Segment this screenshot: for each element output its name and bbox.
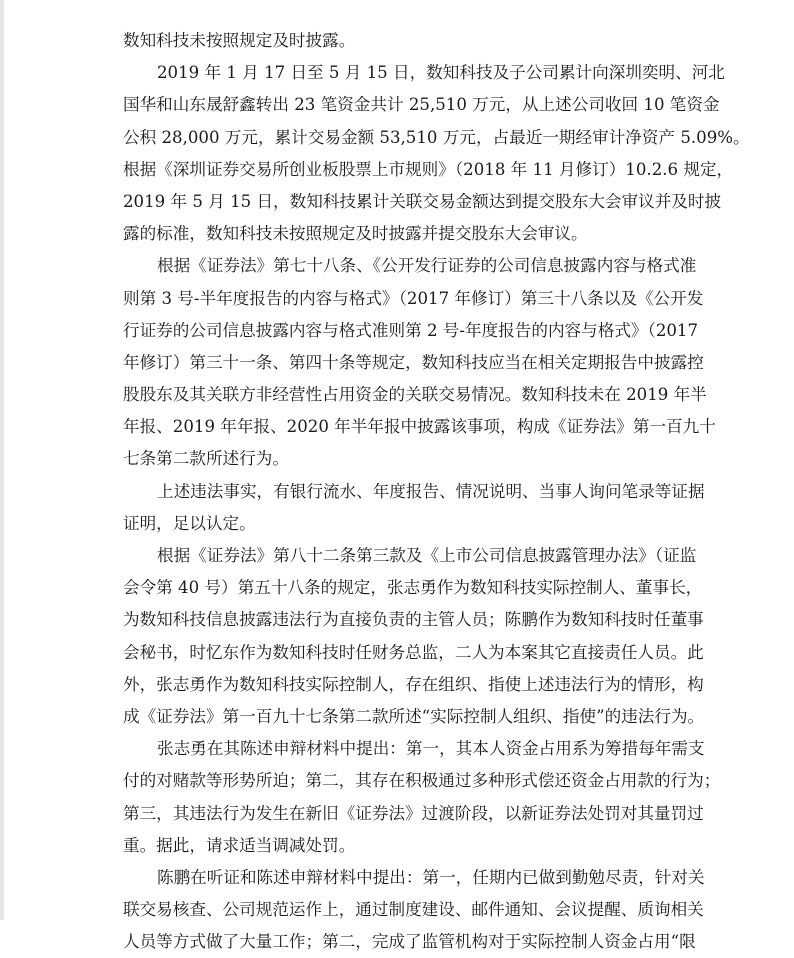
text-line: 联交易核查、公司规范运作上，通过制度建设、邮件通知、会议提醒、质询相关 (123, 900, 704, 920)
text-line: 证明，足以认定。 (123, 513, 256, 533)
text-line: 重。据此，请求适当调减处罚。 (123, 835, 356, 855)
text-line: 人员等方式做了大量工作；第二，完成了监管机构对于实际控制人资金占用“限 (123, 932, 696, 952)
text-line: 2019 年 5 月 15 日，数知科技累计关联交易金额达到提交股东大会审议并及时披 (123, 191, 722, 211)
text-line: 年报、2019 年年报、2020 年半年报中披露该事项，构成《证券法》第一百九十 (123, 417, 716, 437)
text-line: 数知科技未按照规定及时披露。 (123, 31, 356, 50)
text-line: 股股东及其关联方非经营性占用资金的关联交易情况。数知科技未在 2019 年半 (123, 385, 707, 405)
text-line: 七条第二款所述行为。 (123, 449, 289, 469)
text-line: 第三，其违法行为发生在新旧《证券法》过渡阶段，以新证券法处罚对其量罚过 (123, 803, 704, 823)
text-line: 根据《证券法》第八十二条第三款及《上市公司信息披露管理办法》（证监 (157, 546, 697, 565)
page-edge (0, 0, 4, 920)
text-line: 张志勇在其陈述申辩材料中提出：第一，其本人资金占用系为筹措每年需支 (157, 739, 705, 759)
text-line: 根据《深圳证券交易所创业板股票上市规则》（2018 年 11 月修订）10.2.6 规定， (123, 159, 734, 179)
text-line: 外，张志勇作为数知科技实际控制人，存在组织、指使上述违法行为的情形，构 (123, 674, 704, 694)
text-line: 年修订）第三十一条、第四十条等规定，数知科技应当在相关定期报告中披露控 (123, 352, 704, 372)
text-line: 露的标准，数知科技未按照规定及时披露并提交股东大会审议。 (123, 224, 588, 244)
text-line: 为数知科技信息披露违法行为直接负责的主管人员；陈鹏作为数知科技时任董事 (123, 610, 704, 630)
text-line: 上述违法事实，有银行流水、年度报告、情况说明、当事人询问笔录等证据 (157, 481, 705, 501)
text-line: 付的对赌款等形势所迫；第二，其存在积极通过多种形式偿还资金占用款的行为； (123, 771, 721, 791)
document-page (123, 25, 750, 958)
text-line: 2019 年 1 月 17 日至 5 月 15 日，数知科技及子公司累计向深圳奕明、河北 (157, 63, 725, 83)
text-line: 会秘书，时忆东作为数知科技时任财务总监，二人为本案其它直接责任人员。此 (123, 642, 704, 662)
text-line: 国华和山东晟舒鑫转出 23 笔资金共计 25,510 万元，从上述公司收回 10 笔资金 (123, 95, 720, 115)
text-line: 成《证券法》第一百九十七条第二款所述“实际控制人组织、指使”的违法行为。 (123, 706, 705, 726)
text-line: 行证券的公司信息披露内容与格式准则第 2 号-年度报告的内容与格式》（2017 (123, 320, 699, 340)
text-line: 公积 28,000 万元，累计交易金额 53,510 万元，占最近一期经审计净资产 5.09%。 (123, 127, 750, 147)
text-line: 陈鹏在听证和陈述申辩材料中提出：第一，任期内已做到勤勉尽责，针对关 (157, 867, 705, 887)
text-line: 根据《证券法》第七十八条、《公开发行证券的公司信息披露内容与格式准 (157, 256, 697, 276)
text-line: 则第 3 号-半年度报告的内容与格式》（2017 年修订）第三十八条以及《公开发 (123, 288, 704, 308)
text-line: 会令第 40 号）第五十八条的规定，张志勇作为数知科技实际控制人、董事长， (123, 578, 703, 598)
